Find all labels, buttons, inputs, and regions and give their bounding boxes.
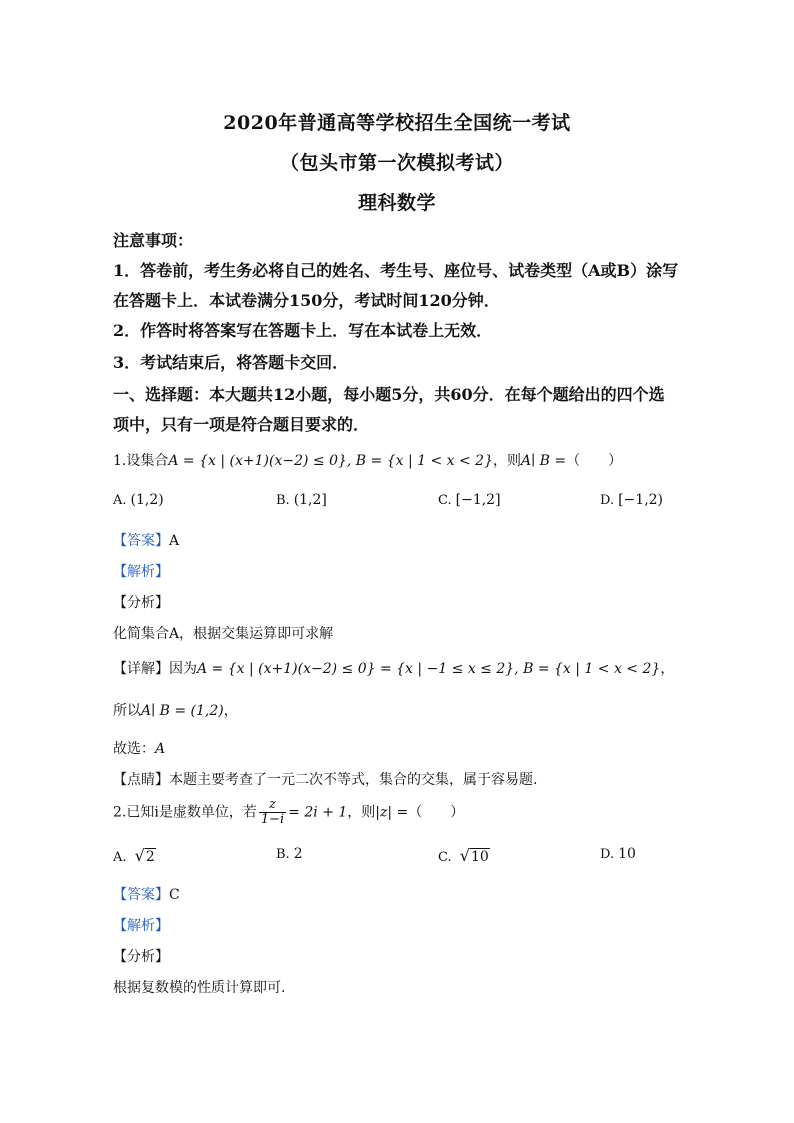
q2-stem [113, 798, 464, 827]
title-line-3: 理科数学 [357, 192, 436, 214]
q2-fraction [259, 798, 286, 827]
sqrt-icon: √ [134, 846, 145, 865]
q2-option-b-value: 2 [293, 846, 303, 862]
q1-answer [113, 530, 179, 550]
q2-fraction-denominator: 1−i [260, 812, 285, 827]
q2-option-c-value: 10 [470, 849, 489, 865]
q1-option-c-value: [−1,2] [455, 492, 501, 508]
q1-option-d-letter: D. [600, 493, 615, 508]
q2-option-a-sqrt [135, 846, 156, 865]
q1-stem-paren: （ ） [566, 453, 623, 469]
q1-analysis-tag: 【解析】 [113, 564, 169, 580]
q1-detail-prefix: 因为 [169, 661, 197, 677]
q1-so-prefix: 所以 [113, 703, 141, 719]
q1-answer-value: A [169, 533, 180, 549]
q1-option-d-value: [−1,2) [618, 492, 664, 508]
title-line-2: （包头市第一次模拟考试） [279, 152, 514, 174]
q2-option-a [113, 846, 156, 865]
q1-stem-math: A = {x | (x+1)(x−2) ≤ 0}, B = {x | 1 < x < 2} [168, 453, 493, 469]
q2-option-c [438, 846, 490, 865]
q2-analysis-tag: 【解析】 [113, 918, 169, 934]
section-1-line-1: 一、选择题：本大题共12小题，每小题5分，共60分．在每个题给出的四个选 [113, 385, 665, 404]
q2-option-a-letter: A. [113, 850, 127, 865]
q1-option-a-value: (1,2) [130, 492, 164, 508]
q2-stem-math: = 2i + 1 [288, 804, 348, 821]
q1-so-suffix: ， [223, 703, 238, 719]
q2-stem-suffix: ，则 [347, 804, 376, 821]
q2-answer-tag: 【答案】 [113, 887, 169, 903]
q1-dianjing-tag: 【点睛】 [113, 772, 169, 788]
q1-option-a [113, 492, 164, 508]
q1-dianjing-text: 本题主要考查了一元二次不等式，集合的交集，属于容易题. [169, 772, 538, 788]
q2-stem-prefix: 2.已知i是虚数单位，若 [113, 804, 257, 821]
notes-item-3: 3．考试结束后，将答题卡交回． [113, 353, 349, 372]
q2-fraction-numerator: z [269, 797, 276, 812]
q1-option-b-letter: B. [276, 493, 290, 508]
q1-option-b-value: (1,2] [293, 492, 327, 508]
q1-choose-prefix: 故选： [113, 741, 155, 757]
q1-stem [113, 450, 622, 470]
q1-detail [113, 658, 674, 678]
notes-item-2: 2．作答时将答案写在答题卡上．写在本试卷上无效． [113, 321, 493, 340]
q2-answer [113, 884, 180, 904]
q2-option-c-letter: C. [438, 850, 452, 865]
q1-option-b [276, 492, 327, 508]
q2-fenxi-text: 根据复数模的性质计算即可. [113, 980, 286, 996]
q1-fenxi-text: 化简集合A，根据交集运算即可求解 [113, 626, 334, 642]
q1-option-c-letter: C. [438, 493, 452, 508]
q2-fenxi-tag: 【分析】 [113, 949, 169, 965]
q1-option-d [600, 492, 663, 508]
q2-option-c-sqrt [460, 846, 490, 865]
q1-answer-tag: 【答案】 [113, 533, 169, 549]
q1-detail-math: A = {x | (x+1)(x−2) ≤ 0} = {x | −1 ≤ x ≤ 2}, B = {x | 1 < x < 2} [197, 661, 661, 677]
q2-answer-value: C [169, 887, 180, 903]
q1-so [113, 700, 238, 720]
q1-stem-math-2: A∣ B = [521, 453, 567, 469]
sqrt-icon: √ [459, 846, 470, 865]
q2-option-b-letter: B. [276, 847, 290, 862]
q2-option-d-letter: D. [600, 847, 615, 862]
q1-choose [113, 738, 165, 758]
q1-detail-tag: 【详解】 [113, 661, 169, 677]
q2-option-d [600, 846, 636, 862]
q1-dianjing [113, 769, 537, 789]
notes-heading: 注意事项： [113, 231, 194, 250]
notes-item-1-line-1: 1．答卷前，考生务必将自己的姓名、考生号、座位号、试卷类型（A或B）涂写 [113, 261, 679, 280]
q1-option-c [438, 492, 501, 508]
q1-stem-suffix: ，则 [493, 453, 521, 469]
q1-so-math: A∣ B = (1,2) [141, 703, 224, 719]
q1-option-a-letter: A. [113, 493, 127, 508]
section-1-line-2: 项中，只有一项是符合题目要求的． [113, 415, 370, 434]
q1-detail-suffix: ， [660, 661, 675, 677]
title-line-1: 2020年普通高等学校招生全国统一考试 [223, 112, 571, 134]
q2-stem-paren: （ ） [408, 804, 465, 821]
q2-option-a-value: 2 [145, 849, 155, 865]
notes-item-1-line-2: 在答题卡上．本试卷满分150分，考试时间120分钟． [113, 291, 500, 310]
q2-option-d-value: 10 [618, 846, 636, 862]
q1-fenxi-tag: 【分析】 [113, 595, 169, 611]
q1-stem-prefix: 1.设集合 [113, 453, 169, 469]
q1-choose-value: A [155, 741, 166, 757]
q2-option-b [276, 846, 303, 862]
q2-stem-math-2: |z| = [375, 804, 409, 821]
